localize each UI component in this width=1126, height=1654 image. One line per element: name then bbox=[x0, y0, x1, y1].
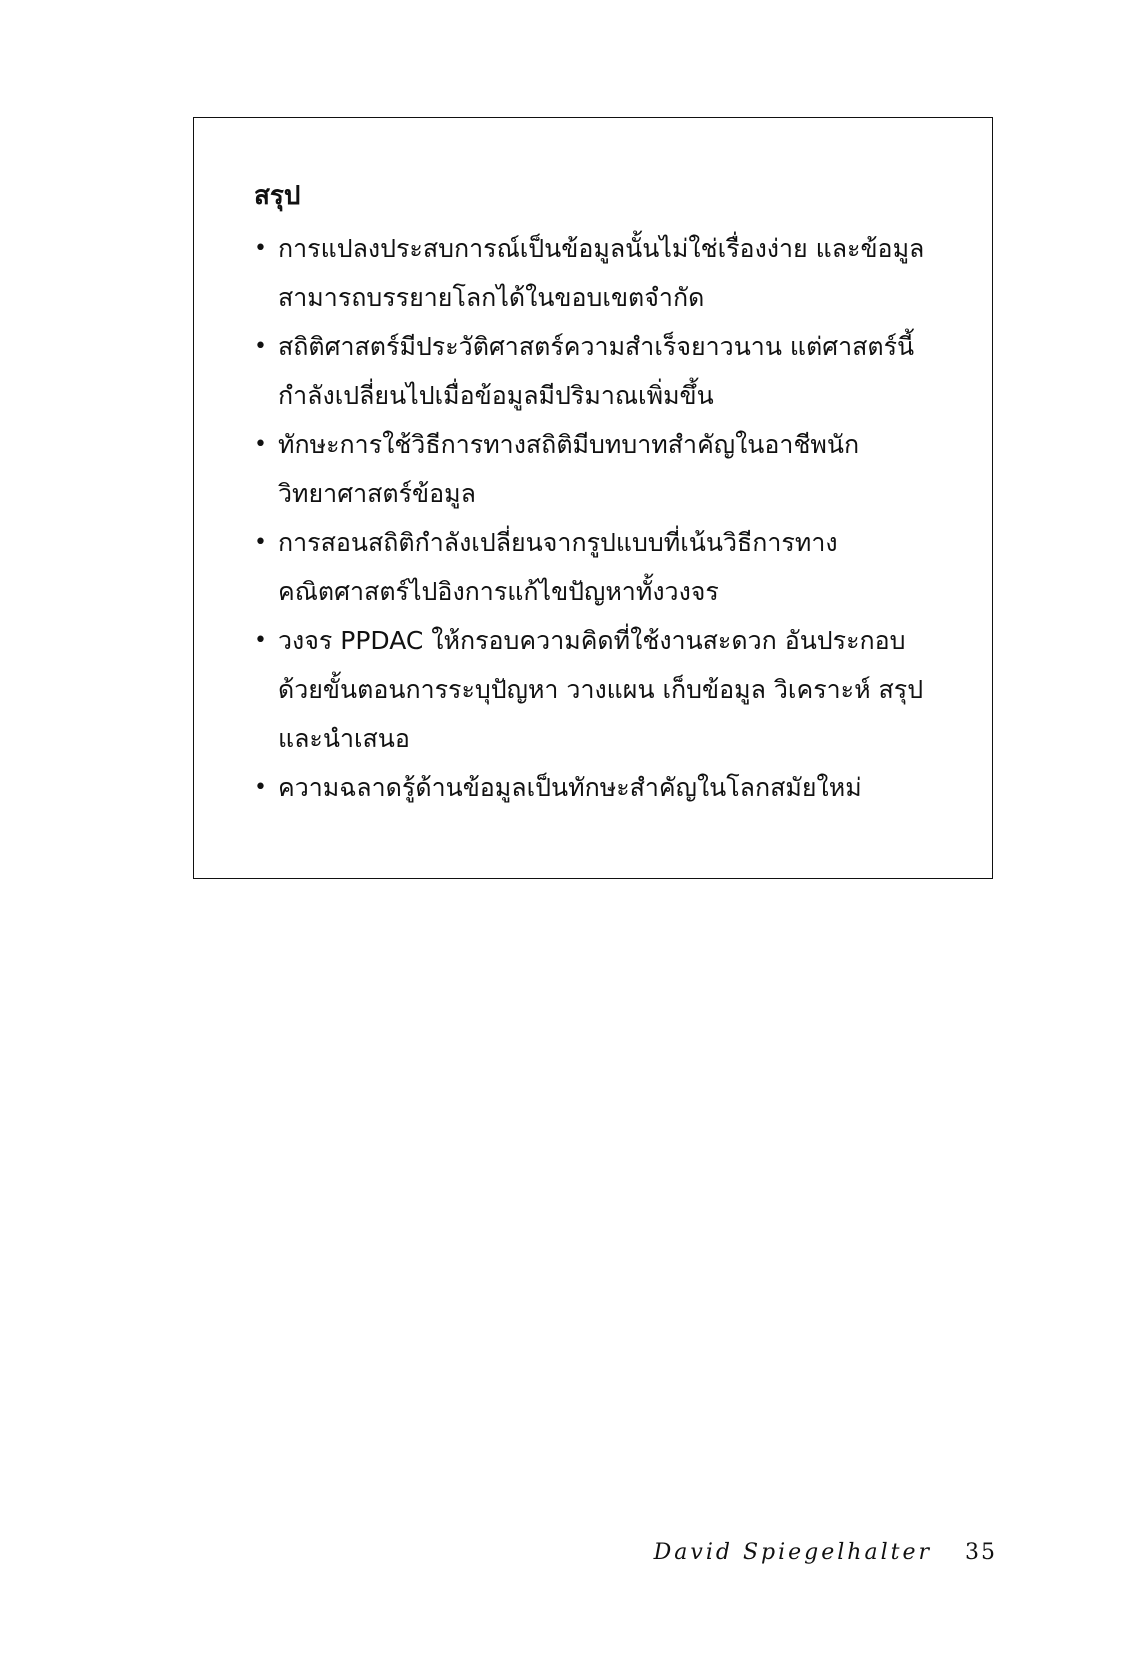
summary-item-text: สถิติศาสตร์มีประวัติศาสตร์ความสำเร็จยาวนาน แต่ศาสตร์นี้กำลังเปลี่ยนไปเมื่อข้อมูลมีปริมาณเพิ่มขึ้น bbox=[278, 332, 915, 410]
summary-item-text: การสอนสถิติกำลังเปลี่ยนจากรูปแบบที่เน้นวิธีการทางคณิตศาสตร์ไปอิงการแก้ไขปัญหาทั้งวงจร bbox=[278, 528, 838, 606]
bullet-icon: • bbox=[254, 775, 267, 800]
summary-item-text: ทักษะการใช้วิธีการทางสถิติมีบทบาทสำคัญในอาชีพนักวิทยาศาสตร์ข้อมูล bbox=[278, 430, 860, 508]
summary-item-2 bbox=[254, 322, 932, 420]
summary-list bbox=[254, 224, 932, 812]
summary-item-text: วงจร PPDAC ให้กรอบความคิดที่ใช้งานสะดวก อันประกอบด้วยขั้นตอนการระบุปัญหา วางแผน เก็บข้อมูล วิเคราะห์ สรุป และนำเสนอ bbox=[278, 626, 924, 753]
bullet-icon: • bbox=[254, 334, 267, 359]
summary-box bbox=[193, 117, 993, 879]
bullet-icon: • bbox=[254, 530, 267, 555]
summary-title: สรุป bbox=[254, 181, 301, 211]
summary-item-text: ความฉลาดรู้ด้านข้อมูลเป็นทักษะสำคัญในโลกสมัยใหม่ bbox=[278, 773, 862, 802]
footer-author: David Spiegelhalter bbox=[653, 1540, 932, 1565]
summary-item-6 bbox=[254, 763, 932, 812]
summary-item-5 bbox=[254, 616, 932, 763]
bullet-icon: • bbox=[254, 236, 267, 261]
page-footer bbox=[654, 1540, 997, 1565]
bullet-icon: • bbox=[254, 628, 267, 653]
bullet-icon: • bbox=[254, 432, 267, 457]
page-number: 35 bbox=[965, 1540, 997, 1565]
summary-item-4 bbox=[254, 518, 932, 616]
summary-item-1 bbox=[254, 224, 932, 322]
summary-item-text: การแปลงประสบการณ์เป็นข้อมูลนั้นไม่ใช่เรื่องง่าย และข้อมูลสามารถบรรยายโลกได้ในขอบเขตจำกัด bbox=[278, 234, 925, 312]
summary-item-3 bbox=[254, 420, 932, 518]
